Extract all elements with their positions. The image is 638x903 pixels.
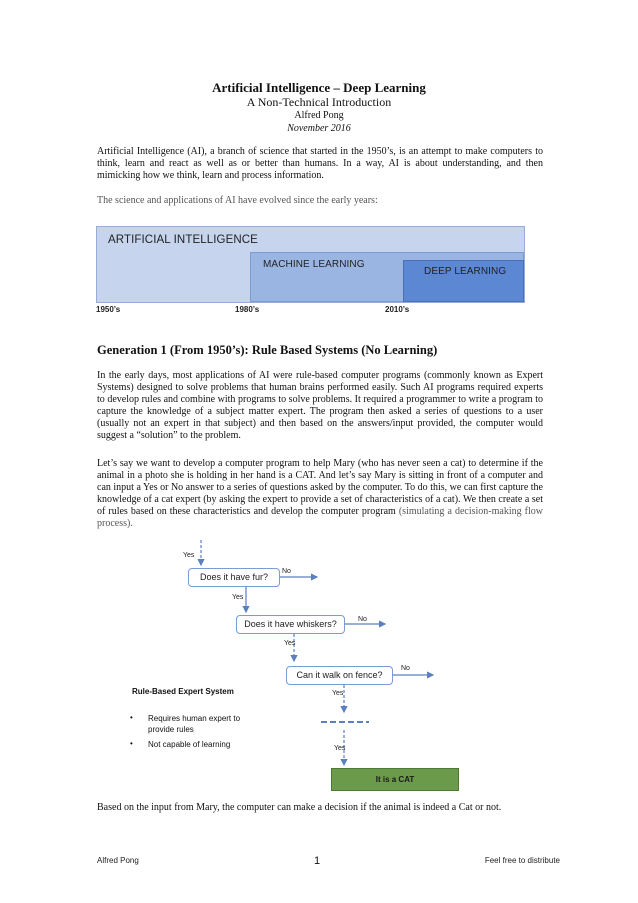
cat-example-note: (simulating a decision-making flow process). xyxy=(97,506,543,529)
rule-based-title: Rule-Based Expert System xyxy=(132,687,234,696)
section-heading: Generation 1 (From 1950’s): Rule Based Systems (No Learning) xyxy=(97,343,438,357)
fence-yes-label: Yes xyxy=(332,690,344,697)
intro-paragraph: Artificial Intelligence (AI), a branch of science that started in the 1950’s, is an attempt to make computers to think, learn and react as well as or better than humans. In a way, AI is about understanding, and then mimicking how we think, learn and process information. xyxy=(97,146,543,181)
timeline-1980: 1980’s xyxy=(235,305,260,314)
fence-no-label: No xyxy=(401,665,410,672)
document-title: Artificial Intelligence – Deep Learning xyxy=(212,80,426,95)
result-yes-label: Yes xyxy=(334,745,346,752)
whiskers-no-label: No xyxy=(358,616,367,623)
cat-example-text: Let’s say we want to develop a computer program to help Mary (who has never seen a cat) to determine if the animal in a photo she is holding in her hand is a CAT. And let’s say Mary is sitting in front of a computer and can input a Yes or No answer to a series of questions asked by the computer. To do this, we can first capture the knowledge of a cat expert (by asking the expert to provide a set of characteristics of a cat). We then create a set of rules based on these characteristics and develop the computer program xyxy=(97,458,543,517)
rule-based-item-1: Requires human expert to provide rules xyxy=(148,714,241,734)
timeline-2010: 2010’s xyxy=(385,305,410,314)
fur-yes-label: Yes xyxy=(232,594,244,601)
conclusion-paragraph: Based on the input from Mary, the computer can make a decision if the animal is indeed a Cat or not. xyxy=(97,802,502,813)
cat-example-paragraph xyxy=(97,458,543,530)
ml-label: MACHINE LEARNING xyxy=(263,259,365,270)
page-number: 1 xyxy=(314,855,321,867)
question-whiskers: Does it have whiskers? xyxy=(236,615,345,634)
timeline-1950: 1950’s xyxy=(96,305,121,314)
question-fence: Can it walk on fence? xyxy=(286,666,393,685)
footer-author: Alfred Pong xyxy=(97,856,139,865)
bullet-2: • xyxy=(130,739,133,748)
document-author: Alfred Pong xyxy=(294,110,344,121)
intro-evolution-text: The science and applications of AI have evolved since the early years: xyxy=(97,195,378,206)
question-fur: Does it have fur? xyxy=(188,568,280,587)
rule-based-paragraph: In the early days, most applications of AI were rule-based computer programs (commonly known as Expert Systems) designed to solve problems that human brains performed easily. Such AI programs required experts to develop rules and combine with programs to solve problems. It required a programmer to write a program to capture the knowledge of a subject matter expert. The program then asked a series of questions to a user (usually not an expert in that subject) and then based on the answers/input provided, the computer would suggest a “solution” to the problem. xyxy=(97,370,543,441)
footer-note: Feel free to distribute xyxy=(484,856,560,865)
rule-based-item-2: Not capable of learning xyxy=(148,740,231,749)
document-date: November 2016 xyxy=(287,123,351,134)
document-subtitle: A Non-Technical Introduction xyxy=(246,95,392,109)
whiskers-yes-label: Yes xyxy=(284,640,296,647)
dl-box xyxy=(403,260,524,302)
fur-no-label: No xyxy=(282,568,291,575)
entry-yes-label: Yes xyxy=(183,552,195,559)
dl-label: DEEP LEARNING xyxy=(424,266,507,277)
ai-label: ARTIFICIAL INTELLIGENCE xyxy=(108,234,258,246)
bullet-1: • xyxy=(130,713,133,722)
result-cat-box: It is a CAT xyxy=(331,768,459,791)
